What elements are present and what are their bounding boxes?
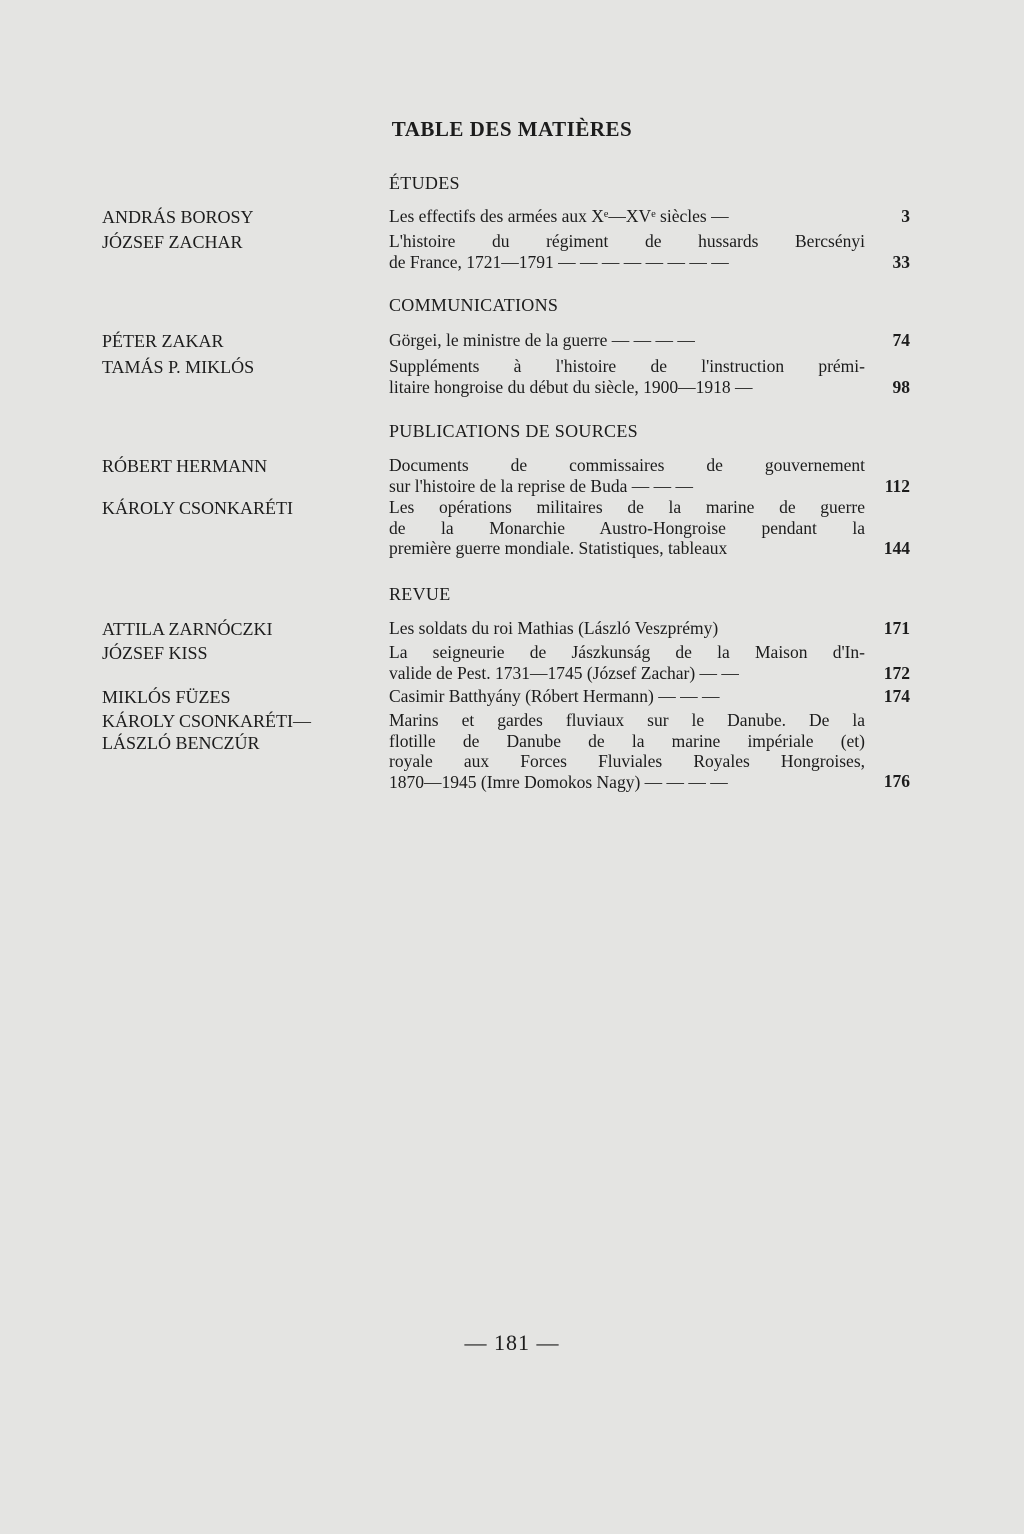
toc-page-number: 74 [892, 330, 910, 350]
toc-entry-line: de France, 1721—1791 — — — — — — — — [389, 251, 729, 272]
toc-entry-title [389, 455, 865, 496]
toc-author-line: LÁSZLÓ BENCZÚR [102, 733, 260, 753]
section-heading-publications: PUBLICATIONS DE SOURCES [389, 421, 638, 441]
toc-entry-line: de la Monarchie Austro-Hongroise pendant la [389, 517, 865, 538]
toc-entry-line: première guerre mondiale. Statistiques, tableaux [389, 538, 728, 558]
toc-author: MIKLÓS FÜZES [102, 687, 231, 707]
toc-page-number: 176 [883, 771, 910, 791]
toc-author: ATTILA ZARNÓCZKI [102, 619, 273, 639]
toc-author: RÓBERT HERMANN [102, 456, 268, 476]
toc-entry-line: Les soldats du roi Mathias (László Veszprémy) [389, 618, 719, 638]
toc-page-number: 98 [892, 377, 910, 397]
toc-author: ANDRÁS BOROSY [102, 207, 254, 227]
toc-entry-line: valide de Pest. 1731—1745 (József Zachar) — — [389, 662, 739, 683]
toc-entry-line: Görgei, le ministre de la guerre — — — — [389, 330, 695, 350]
toc-author: JÓZSEF KISS [102, 643, 208, 663]
toc-author: TAMÁS P. MIKLÓS [102, 357, 255, 377]
toc-page-number: 144 [883, 538, 910, 558]
section-heading-communications: COMMUNICATIONS [389, 295, 559, 315]
section-heading-revue: REVUE [389, 584, 451, 604]
toc-entry-line: sur l'histoire de la reprise de Buda — — — [389, 475, 693, 496]
toc-entry-line: L'histoire du régiment de hussards Bercsényi [389, 231, 865, 251]
toc-entry-title [389, 206, 865, 227]
section-heading-etudes: ÉTUDES [389, 173, 460, 193]
toc-author: JÓZSEF ZACHAR [102, 232, 243, 252]
toc-entry-title [389, 330, 865, 351]
toc-page-number: 172 [883, 663, 910, 683]
toc-entry-line: Suppléments à l'histoire de l'instruction prémi- [389, 356, 865, 376]
toc-entry-line: Casimir Batthyány (Róbert Hermann) — — — [389, 686, 720, 706]
toc-entry-line: royale aux Forces Fluviales Royales Hongroises, [389, 751, 865, 771]
toc-page-number: 33 [892, 252, 910, 272]
toc-entry-title [389, 497, 865, 559]
toc-author: PÉTER ZAKAR [102, 331, 224, 351]
toc-page-number: 3 [901, 206, 910, 226]
toc-entry-title [389, 642, 865, 683]
toc-author-line: KÁROLY CSONKARÉTI— [102, 711, 312, 731]
toc-entry-title [389, 231, 865, 272]
toc-page-number: 174 [883, 686, 910, 706]
page-folio: — 181 — [464, 1330, 560, 1355]
toc-entry-line: 1870—1945 (Imre Domokos Nagy) — — — — [389, 771, 728, 792]
toc-entry-line: Marins et gardes fluviaux sur le Danube. De la [389, 710, 865, 730]
toc-entry-title [389, 686, 865, 707]
toc-page-number: 112 [884, 476, 910, 496]
toc-entry-line: litaire hongroise du début du siècle, 1900—1918 — [389, 376, 753, 397]
toc-author [102, 710, 311, 754]
toc-entry-line: Les effectifs des armées aux Xᵉ—XVᵉ siècles — [389, 206, 729, 226]
toc-entry-title [389, 618, 865, 639]
toc-entry-line: Les opérations militaires de la marine de guerre [389, 497, 865, 517]
page-title: TABLE DES MATIÈRES [391, 117, 633, 141]
toc-author: KÁROLY CSONKARÉTI [102, 498, 294, 518]
toc-entry-line: Documents de commissaires de gouvernement [389, 455, 865, 475]
toc-entry-title [389, 710, 865, 792]
toc-page-number: 171 [883, 618, 910, 638]
toc-entry-line: flotille de Danube de la marine impériale (et) [389, 730, 865, 751]
toc-entry-title [389, 356, 865, 397]
toc-entry-line: La seigneurie de Jászkunság de la Maison d'In- [389, 642, 865, 662]
